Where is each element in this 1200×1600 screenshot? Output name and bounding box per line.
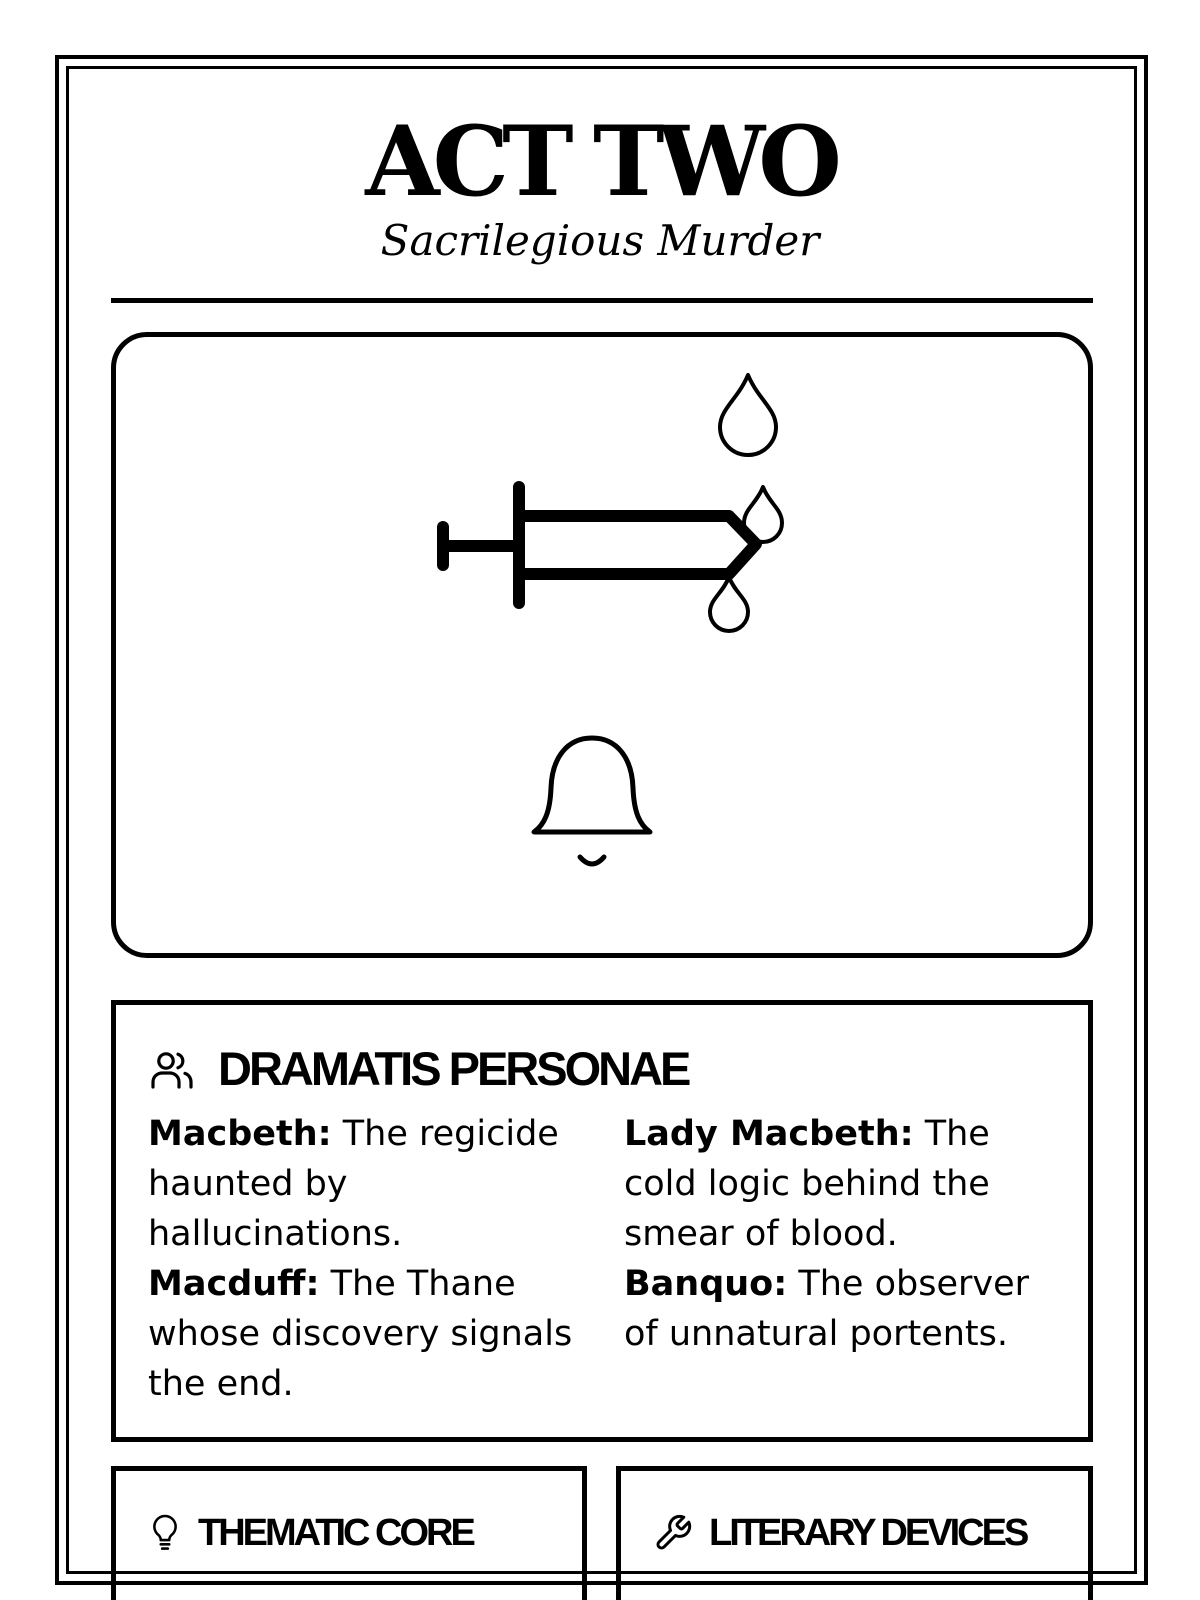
character-description: The regicide haunted by hallucinations. xyxy=(148,1114,559,1254)
dagger-icon xyxy=(443,487,756,603)
blood-drop-icon xyxy=(710,375,782,631)
thematic-core-panel xyxy=(111,1466,587,1600)
cast-column-right xyxy=(624,1109,1064,1359)
thematic-header xyxy=(148,1511,473,1555)
personae-header xyxy=(148,1041,688,1097)
wrench-icon xyxy=(653,1513,693,1553)
title-divider xyxy=(111,298,1093,303)
character-name: Banquo: xyxy=(624,1264,788,1304)
character-description: The cold logic behind the smear of blood. xyxy=(624,1114,990,1254)
character-name: Macbeth: xyxy=(148,1114,332,1154)
scene-illustration xyxy=(111,332,1093,958)
cast-entry xyxy=(624,1259,1064,1359)
personae-heading: DRAMATIS PERSONAE xyxy=(218,1042,689,1095)
devices-heading: LITERARY DEVICES xyxy=(709,1512,1027,1554)
cast-entry xyxy=(624,1109,1064,1259)
act-subtitle: Sacrilegious Murder xyxy=(380,216,820,265)
character-name: Macduff: xyxy=(148,1264,320,1304)
character-name: Lady Macbeth: xyxy=(624,1114,914,1154)
dramatis-personae-panel xyxy=(111,1000,1093,1442)
users-icon xyxy=(148,1045,196,1093)
lightbulb-icon xyxy=(148,1513,182,1553)
character-description: The observer of unnatural portents. xyxy=(624,1264,1030,1354)
character-description: The Thane whose discovery signals the end. xyxy=(148,1264,573,1404)
cast-entry xyxy=(148,1109,598,1259)
cast-entry xyxy=(148,1259,598,1409)
cast-column-left xyxy=(148,1109,598,1409)
literary-devices-panel xyxy=(616,1466,1093,1600)
bell-icon xyxy=(534,738,650,864)
thematic-heading: THEMATIC CORE xyxy=(198,1512,473,1554)
devices-header xyxy=(653,1511,1026,1555)
act-title: ACT TWO xyxy=(365,105,835,218)
